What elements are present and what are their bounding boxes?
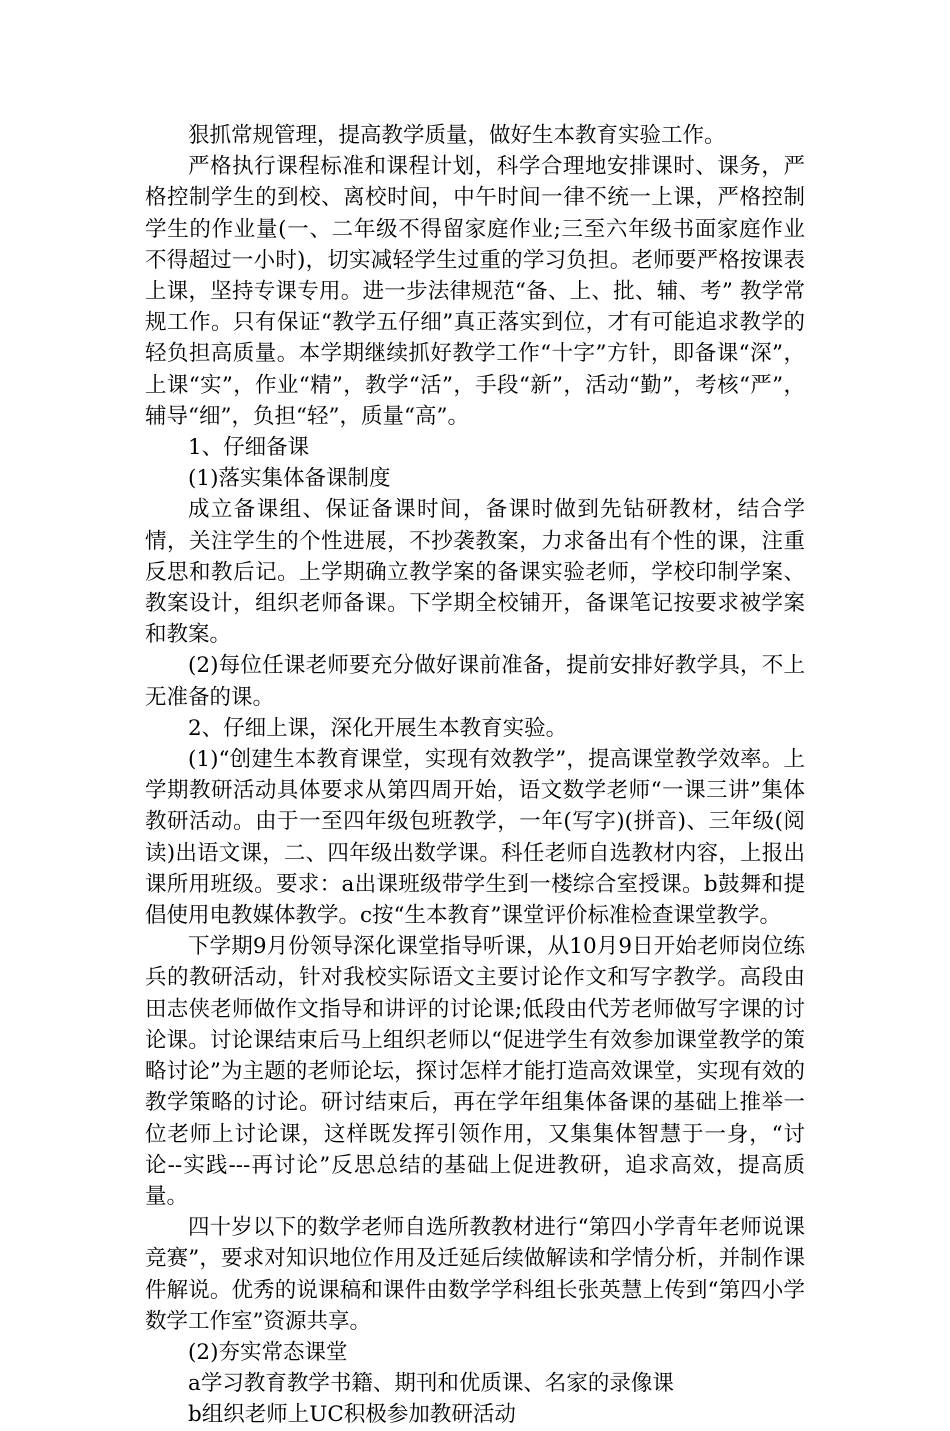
subheading-collective-prep: (1)落实集体备课制度 [188, 466, 391, 492]
paragraph-prep-groups: 成立备课组、保证备课时间，备课时做到先钻研教材，结合学情，关注学生的个性进展，不抄袭教案，力求备出有个性的课，注重反思和教后记。上学期确立教学案的备课实验老师，学校印制学案、教案设计，组织老师备课。下学期全校铺开，备课笔记按要求被学案和教案。 [145, 497, 805, 648]
list-item-a: a学习教育教学书籍、期刊和优质课、名家的录像课 [188, 1371, 674, 1397]
list-item-b: b组织老师上UC积极参加教研活动 [188, 1402, 516, 1428]
subheading-regular-class: (2)夯实常态课堂 [188, 1339, 348, 1365]
paragraph-effective-teaching: (1)“创建生本教育课堂，实现有效教学”，提高课堂教学效率。上学期教研活动具体要求从第四周开始，语文数学老师“一课三讲”集体教研活动。由于一至四年级包班教学，一年(写字)(拼音)、三年级(阅读)出语文课，二、四年级出数学课。科任老师自选教材内容，上报出课所用班级。要求：a出课班级带学生到一楼综合室授课。b鼓舞和提倡使用电教媒体教学。c按“生本教育”课堂评价标准检查课堂教学。 [145, 747, 805, 929]
paragraph-curriculum-standards: 严格执行课程标准和课程计划，科学合理地安排课时、课务，严格控制学生的到校、离校时间，中午时间一律不统一上课，严格控制学生的作业量(一、二年级不得留家庭作业;三至六年级书面家庭作业不得超过一小时)，切实减轻学生过重的学习负担。老师要严格按课表上课，坚持专课专用。进一步法律规范“备、上、批、辅、考” 教学常规工作。只有保证“教学五仔细”真正落实到位，才有可能追求教学的轻负担高质量。本学期继续抓好教学工作“十字”方针，即备课“深”，上课“实”，作业“精”，教学“活”，手段“新”，活动“勤”，考核“严”，辅导“细”，负担“轻”，质量“高”。 [145, 154, 805, 429]
paragraph-next-semester: 下学期9月份领导深化课堂指导听课，从10月9日开始老师岗位练兵的教研活动，针对我校实际语文主要讨论作文和写字教学。高段由田志侠老师做作文指导和讲评的讨论课;低段由代芳老师做写字课的讨论课。讨论课结束后马上组织老师以“促进学生有效参加课堂教学的策略讨论”为主题的老师论坛，探讨怎样才能打造高效课堂，实现有效的教学策略的讨论。研讨结束后，再在学年组集体备课的基础上推举一位老师上讨论课，这样既发挥引领作用，又集集体智慧于一身，“讨论--实践---再讨论”反思总结的基础上促进教研，追求高效，提高质量。 [145, 934, 805, 1209]
document-body [145, 120, 805, 1431]
section-heading-lesson-prep: 1、仔细备课 [188, 435, 310, 461]
paragraph-teacher-preparation: (2)每位任课老师要充分做好课前准备，提前安排好教学具，不上无准备的课。 [145, 653, 805, 710]
paragraph-heading-routine: 狠抓常规管理，提高教学质量，做好生本教育实验工作。 [188, 123, 726, 148]
section-heading-lessons: 2、仔细上课，深化开展生本教育实验。 [188, 715, 568, 741]
paragraph-math-contest: 四十岁以下的数学老师自选所教教材进行“第四小学青年老师说课竞赛”，要求对知识地位作用及迁延后续做解读和学情分析，并制作课件解说。优秀的说课稿和课件由数学学科组长张英慧上传到“第四小学数学工作室”资源共享。 [145, 1215, 805, 1334]
